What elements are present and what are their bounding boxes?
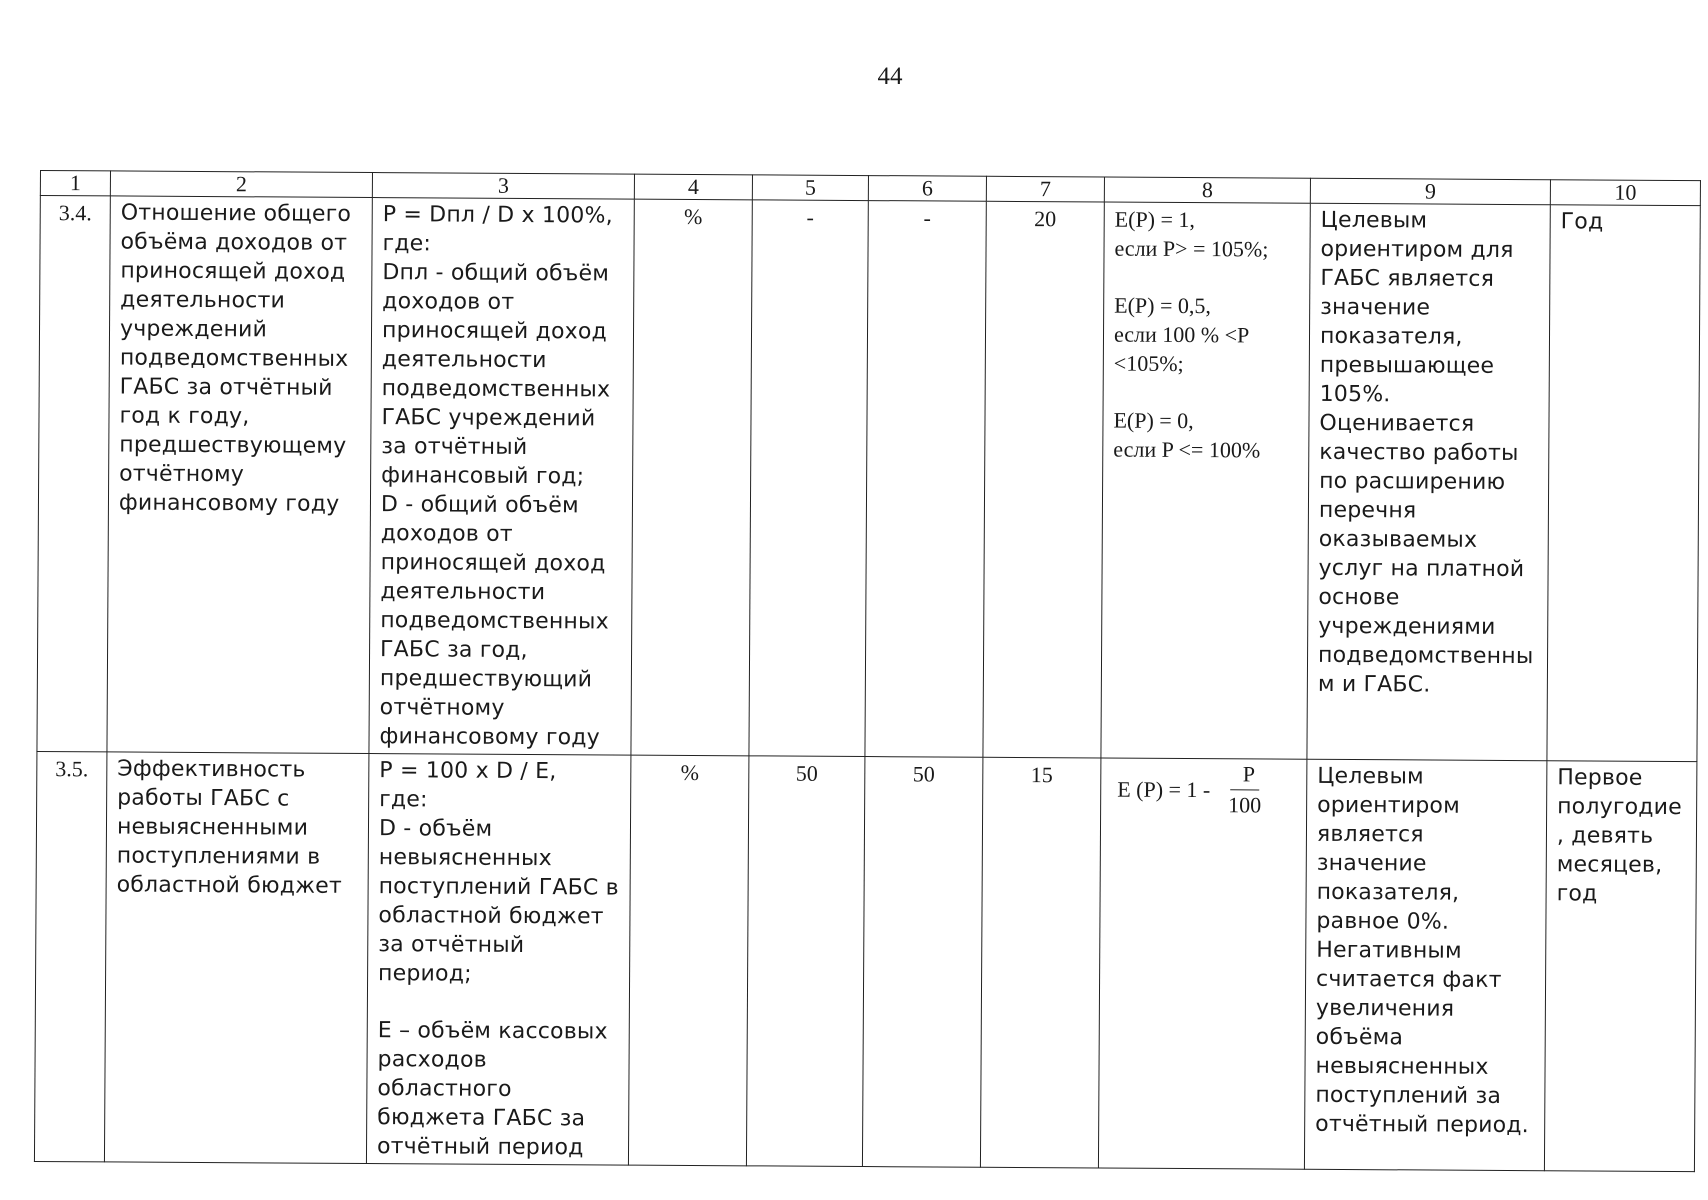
target-description: Целевым ориентиром является значение показателя, равное 0%. Негативным считается факт увеличения объёма невыясненных поступлений за отчётный период. (1304, 759, 1547, 1170)
unit-cell: % (631, 199, 752, 756)
col6-cell: 50 (862, 757, 983, 1168)
weight-cell: 15 (980, 757, 1101, 1168)
header-cell: 10 (1550, 180, 1700, 206)
formula-line: P = Dпл / D x 100%, (382, 202, 613, 229)
row-number: 3.5. (34, 751, 107, 1161)
evaluation-formula (1111, 761, 1296, 819)
formula-line: P = 100 x D / E, (379, 758, 557, 785)
period-cell: Первое полугодие, девять месяцев, год (1544, 761, 1697, 1172)
target-description: Целевым ориентиром для ГАБС является значение показателя, превышающее 105%. Оценивается качество работы по расширению перечня оказываемых услуг на платной основе учреждениями подведомственным и ГАБС. (1307, 203, 1550, 760)
col6-cell: - (865, 201, 986, 758)
header-cell: 9 (1310, 178, 1550, 204)
header-cell: 4 (634, 174, 752, 200)
row-number: 3.4. (37, 196, 110, 752)
eval-line: если 100 % <P <105%; (1113, 321, 1249, 376)
formula-line: D - объём невыясненных поступлений ГАБС в областной бюджет за отчётный период; (378, 816, 619, 987)
indicator-table (34, 170, 1701, 1172)
header-cell: 1 (40, 171, 110, 196)
period-cell: Год (1547, 205, 1700, 762)
col5-cell: - (749, 200, 868, 757)
header-cell: 8 (1104, 177, 1310, 203)
indicator-name: Отношение общего объёма доходов от приносящей доход деятельности учреждений подведомственных ГАБС за отчётный год к году, предшествующему отчётному финансовому году (107, 196, 372, 754)
formula-line: D - общий объём доходов от приносящей доход деятельности подведомственных ГАБС за год, предшествующий отчётному финансовому году (379, 492, 609, 751)
fraction (1228, 761, 1261, 818)
formula-line: где: (382, 231, 432, 257)
eval-line: если P <= 100% (1113, 436, 1261, 463)
header-cell: 3 (372, 173, 634, 200)
indicator-name: Эффективность работы ГАБС с невыясненными поступлениями в областной бюджет (104, 752, 368, 1164)
formula-line: где: (379, 787, 428, 813)
evaluation-cell (1098, 758, 1307, 1169)
formula-line: E – объём кассовых расходов областного бюджета ГАБС за отчётный период (376, 1018, 608, 1161)
eval-line: E(P) = 1, (1114, 206, 1196, 233)
indicator-formula (369, 198, 634, 756)
header-cell: 2 (110, 171, 372, 198)
header-cell: 5 (752, 175, 868, 201)
fraction-numerator: P (1231, 761, 1259, 790)
formula-line: Dпл - общий объём доходов от приносящей доход деятельности подведомственных ГАБС учреждений за отчётный финансовый год; (381, 260, 611, 490)
eval-line: E(P) = 0,5, (1114, 292, 1212, 319)
col5-cell: 50 (746, 756, 865, 1167)
evaluation-cell (1101, 202, 1310, 759)
table-row (34, 751, 1696, 1171)
unit-cell: % (628, 755, 749, 1166)
weight-cell: 20 (983, 201, 1104, 758)
header-cell: 6 (868, 176, 986, 202)
eval-line: если P> = 105%; (1114, 235, 1269, 262)
formula-lhs: E (P) = 1 - (1117, 776, 1211, 803)
table-row (37, 196, 1700, 762)
fraction-denominator: 100 (1228, 792, 1262, 818)
eval-line: E(P) = 0, (1113, 407, 1194, 434)
header-cell: 7 (986, 176, 1104, 202)
indicator-formula (366, 754, 630, 1166)
page-number: 44 (877, 63, 903, 90)
